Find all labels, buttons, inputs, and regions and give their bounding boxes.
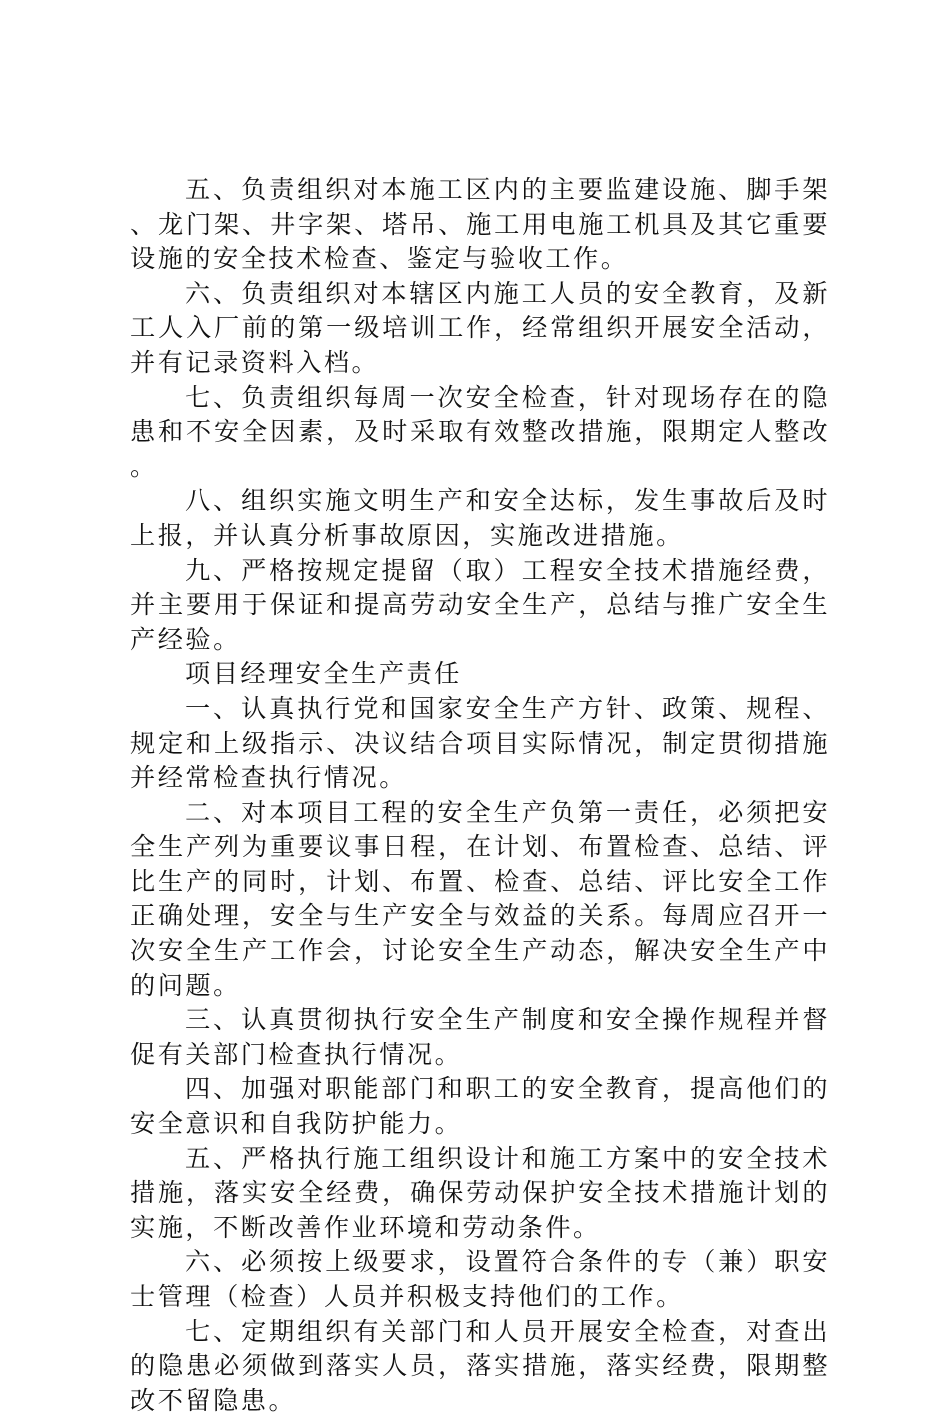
paragraph-pm-3: 三、认真贯彻执行安全生产制度和安全操作规程并督促有关部门检查执行情况。 bbox=[130, 1005, 830, 1069]
paragraph-section-8: 八、组织实施文明生产和安全达标，发生事故后及时上报，并认真分析事故原因，实施改进措施。 bbox=[130, 486, 830, 550]
paragraph-pm-7: 七、定期组织有关部门和人员开展安全检查，对查出的隐患必须做到落实人员，落实措施，落实经费，限期整改不留隐患。 bbox=[130, 1316, 830, 1415]
paragraph-pm-6: 六、必须按上级要求，设置符合条件的专（兼）职安士管理（检查）人员并积极支持他们的工作。 bbox=[130, 1247, 830, 1311]
paragraph-pm-4: 四、加强对职能部门和职工的安全教育，提高他们的安全意识和自我防护能力。 bbox=[130, 1074, 830, 1139]
section-heading: 项目经理安全生产责任 bbox=[185, 659, 462, 689]
paragraph-pm-1: 一、认真执行党和国家安全生产方针、政策、规程、规定和上级指示、决议结合项目实际情况，制定贯彻措施并经常检查执行情况。 bbox=[130, 693, 830, 793]
paragraph-pm-2: 二、对本项目工程的安全生产负第一责任，必须把安全生产列为重要议事日程，在计划、布置检查、总结、评比生产的同时，计划、布置、检查、总结、评比安全工作正确处理，安全与生产安全与效益的关系。每周应召开一次安全生产工作会，讨论安全生产动态，解决安全生产中的问题。 bbox=[130, 797, 830, 1000]
paragraph-section-7: 七、负责组织每周一次安全检查，针对现场存在的隐患和不安全因素，及时采取有效整改措施，限期定人整改。 bbox=[130, 382, 830, 481]
paragraph-section-6: 六、负责组织对本辖区内施工人员的安全教育，及新工人入厂前的第一级培训工作，经常组织开展安全活动，并有记录资料入档。 bbox=[130, 278, 830, 377]
document-body bbox=[130, 173, 830, 1418]
paragraph-section-9: 九、严格按规定提留（取）工程安全技术措施经费，并主要用于保证和提高劳动安全生产，总结与推广安全生产经验。 bbox=[130, 555, 830, 654]
paragraph-pm-5: 五、严格执行施工组织设计和施工方案中的安全技术措施，落实安全经费，确保劳动保护安全技术措施计划的实施，不断改善作业环境和劳动条件。 bbox=[130, 1143, 830, 1242]
paragraph-section-5: 五、负责组织对本施工区内的主要监建设施、脚手架、龙门架、井字架、塔吊、施工用电施工机具及其它重要设施的安全技术检查、鉴定与验收工作。 bbox=[130, 175, 830, 274]
